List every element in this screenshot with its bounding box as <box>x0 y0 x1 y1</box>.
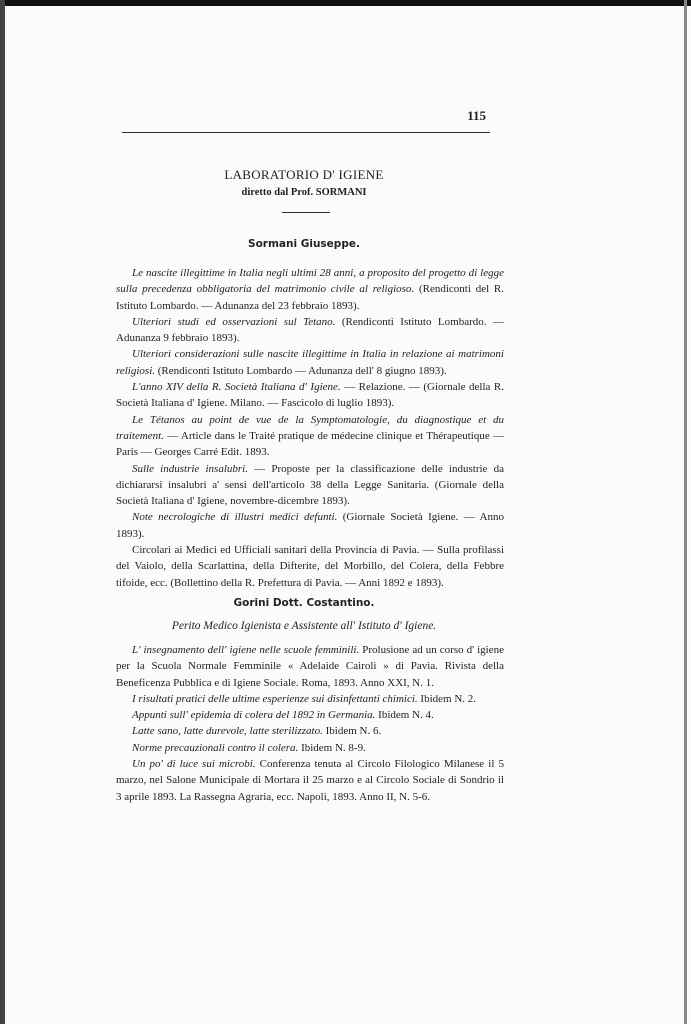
entry-details: (Rendiconti Istituto Lombardo. — Adunanza 9 febbraio 1893). <box>116 315 504 345</box>
page-right-edge <box>684 0 687 1024</box>
bibliography-entry <box>116 412 504 461</box>
entry-details: (Giornale Società Igiene. — Anno 1893). <box>116 511 504 540</box>
bibliography-list <box>116 642 504 805</box>
entry-details: Ibidem N. 4. <box>375 709 434 722</box>
bibliography-entry <box>116 691 504 707</box>
bibliography-entry <box>116 379 504 412</box>
bibliography-entry <box>116 509 504 542</box>
entry-details: — Article dans le Traité pratique de médecine clinique et Thérapeutique — Paris — Georges Carré Edit. 1893. <box>116 429 504 459</box>
bibliography-entry <box>116 740 504 756</box>
entry-title: Un po' di luce sui microbi. <box>132 758 256 771</box>
header-rule <box>122 132 490 133</box>
entry-title: Le nascite illegittime in Italia negli ultimi 28 anni, a proposito del progetto di legge sulla precedenza obbligatoria del matrimonio civile al religioso. <box>116 267 504 296</box>
author-heading: Sormani Giuseppe. <box>248 238 360 250</box>
bibliography-list <box>116 265 504 591</box>
entry-title: Ulteriori considerazioni sulle nascite illegittime in Italia in relazione ai matrimoni religiosi. <box>116 348 504 377</box>
entry-details: — Proposte per la classificazione delle industrie da dichiararsi insalubri a' sensi dell'articolo 38 della Legge Sanitaria. (Giornale della Società Italiana d' Igiene, novembre-dicembre 1893). <box>116 462 505 508</box>
bibliography-entry <box>116 265 504 314</box>
entry-title: Le Tétanos au point de vue de la Symptomatologie, du diagnostique et du traitement. <box>116 413 504 442</box>
entry-title: Appunti sull' epidemia di colera del 1892 in Germania. <box>132 709 376 722</box>
entry-details: Ibidem N. 6. <box>322 725 382 738</box>
entry-details: Conferenza tenuta al Circolo Filologico Milanese il 5 marzo, nel Salone Municipale di Mortara il 25 marzo e al Circolo Sociale di Sondrio il 3 aprile 1893. La Rassegna Agraria, ecc. Napoli, 1893. Anno II, N. 5-6. <box>116 758 504 803</box>
entry-details: Ibidem N. 8-9. <box>298 741 366 754</box>
bibliography-entry <box>116 314 504 347</box>
entry-details: (Rendiconti Istituto Lombardo — Adunanza dell' 8 giugno 1893). <box>155 364 447 377</box>
page-top-edge <box>0 0 691 6</box>
entry-details: Prolusione ad un corso d' igiene per la Scuola Normale Femminile « Adelaide Cairoli » di Pavia. Rivista della Beneficenza Pubblica e di Igiene Sociale. Roma, 1893. Anno XXI, N. 1. <box>116 644 505 689</box>
page-subtitle: diretto dal Prof. SORMANI <box>241 187 367 198</box>
author-role: Perito Medico Igienista e Assistente all' Istituto d' Igiene. <box>171 620 437 632</box>
bibliography-entry <box>116 461 504 510</box>
entry-title: Sulle industrie insalubri. <box>132 462 248 475</box>
bibliography-entry <box>116 642 504 691</box>
bibliography-entry <box>116 756 504 805</box>
entry-title: I risultati pratici delle ultime esperienze sui disinfettanti chimici. <box>132 692 418 705</box>
entry-title: L'anno XIV della R. Società Italiana d' Igiene. <box>132 381 341 394</box>
entry-title: Norme precauzionali contro il colera. <box>132 741 299 754</box>
entry-title: Ulteriori studi ed osservazioni sul Tetano. <box>132 315 336 328</box>
page-number: 115 <box>467 108 486 123</box>
entry-details: Ibidem N. 2. <box>417 692 477 705</box>
entry-title: Note necrologiche di illustri medici defunti. <box>132 511 338 524</box>
title-divider <box>282 212 330 213</box>
bibliography-entry <box>116 346 504 379</box>
entry-title: Latte sano, latte durevole, latte sterilizzato. <box>132 725 323 738</box>
author-heading: Gorini Dott. Costantino. <box>233 597 375 609</box>
entry-details: Circolari ai Medici ed Ufficiali sanitari della Provincia di Pavia. — Sulla profilassi del Vaiolo, della Scarlattina, della Difterite, del Morbillo, del Colera, della Febbre tifoide, ecc. (Bollettino della R. Prefettura di Pavia. — Anni 1892 e 1893). <box>116 544 504 589</box>
page-title: LABORATORIO D' IGIENE <box>224 167 384 182</box>
entry-details: (Rendiconti del R. Istituto Lombardo. — Adunanza del 23 febbraio 1893). <box>116 283 504 312</box>
bibliography-entry <box>116 723 504 739</box>
bibliography-entry <box>116 542 504 591</box>
entry-details: — Relazione. — (Giornale della R. Società Italiana d' Igiene. Milano. — Fascicolo di luglio 1893). <box>116 381 504 410</box>
entry-title: L' insegnamento dell' igiene nelle scuole femminili. <box>132 644 360 656</box>
bibliography-entry <box>116 707 504 723</box>
page-left-edge <box>0 0 5 1024</box>
